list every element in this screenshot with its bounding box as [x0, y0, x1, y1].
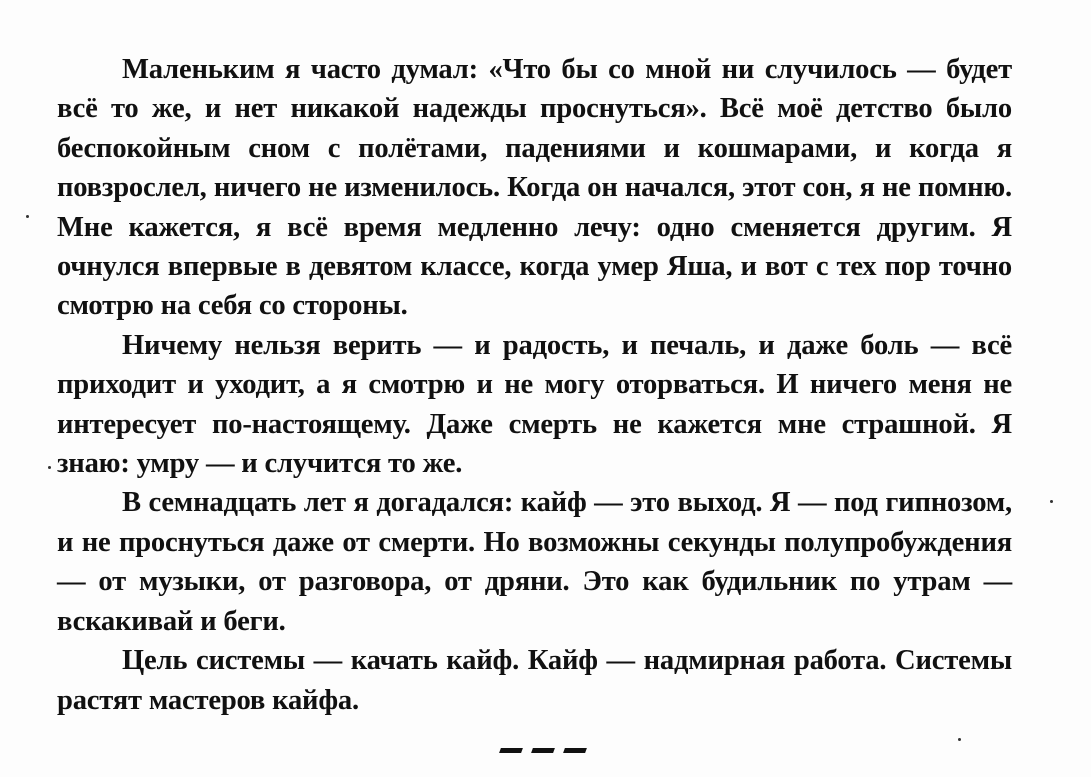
scan-speck	[48, 466, 51, 469]
body-text	[57, 50, 1012, 720]
ornament-dash	[531, 748, 555, 753]
ornament-dash	[499, 748, 523, 753]
section-break-ornament	[500, 748, 586, 753]
scan-speck	[958, 738, 961, 741]
paragraph-1: Маленьким я часто думал: «Что бы со мной ни случилось — будет всё то же, и нет никакой надежды проснуться». Всё моё детство было беспокойным сном с полётами, падениями и кошмарами, и когда я повзрослел, ничего не изменилось. Когда он начался, этот сон, я не помню. Мне кажется, я всё время медленно лечу: одно сменяется другим. Я очнулся впервые в девятом классе, когда умер Яша, и вот с тех пор точно смотрю на себя со стороны.	[57, 54, 1012, 322]
paragraph-2: Ничему нельзя верить — и радость, и печаль, и даже боль — всё приходит и уходит, а я смотрю и не могу оторваться. И ничего меня не интересует по-настоящему. Даже смерть не кажется мне страшной. Я знаю: умру — и случится то же.	[57, 329, 1012, 480]
scan-speck	[26, 215, 29, 218]
paragraph-4: Цель системы — качать кайф. Кайф — надмирная работа. Системы растят мастеров кайфа.	[57, 645, 1012, 716]
scan-speck	[1050, 500, 1053, 503]
ornament-dash	[563, 748, 587, 753]
paragraph-3: В семнадцать лет я догадался: кайф — это выход. Я — под гипнозом, и не проснуться даже от смерти. Но возможны секунды полупробуждения — от музыки, от разговора, от дряни. Это как будильник по утрам — вскакивай и беги.	[57, 487, 1012, 637]
